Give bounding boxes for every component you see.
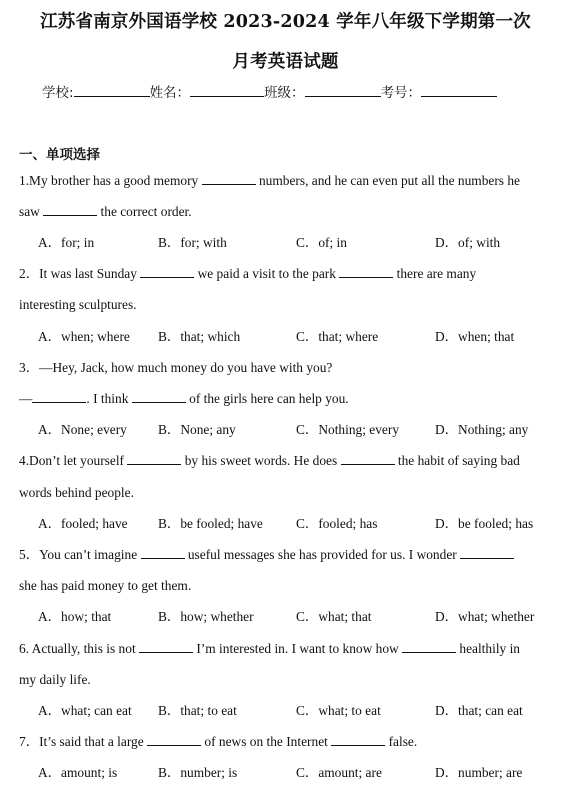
question-1-option-c[interactable]: C．of; in — [296, 235, 347, 250]
question-text: the habit of saying bad — [394, 453, 520, 468]
question-7-option-c[interactable]: C．amount; are — [296, 765, 382, 780]
question-text: my daily life. — [19, 672, 91, 687]
question-text: by his sweet words. He does — [181, 453, 341, 468]
answer-blank[interactable] — [202, 173, 256, 185]
question-3-line-1 — [19, 360, 554, 376]
question-5-line-1 — [19, 547, 554, 563]
question-4-line-1 — [19, 453, 554, 469]
question-3-option-b[interactable]: B．None; any — [158, 422, 236, 437]
question-6-line-1 — [19, 641, 554, 657]
question-text: of news on the Internet — [201, 734, 332, 749]
question-7-option-a[interactable]: A．amount; is — [38, 765, 118, 780]
question-text: 2．It was last Sunday — [19, 266, 141, 281]
number-field[interactable] — [421, 84, 497, 97]
class-field[interactable] — [305, 84, 381, 97]
question-2-option-d[interactable]: D．when; that — [435, 329, 515, 344]
question-2-line-2 — [19, 297, 554, 313]
question-text: of the girls here can help you. — [185, 391, 349, 406]
question-6-option-c[interactable]: C．what; to eat — [296, 703, 381, 718]
question-text: saw — [19, 204, 44, 219]
exam-title-line-1: 江苏省南京外国语学校 2023-2024 学年八年级下学期第一次 — [40, 12, 531, 32]
question-1-option-b[interactable]: B．for; with — [158, 235, 227, 250]
student-info-row — [42, 81, 497, 101]
answer-blank[interactable] — [43, 204, 97, 216]
question-text: we paid a visit to the park — [194, 266, 340, 281]
answer-blank[interactable] — [132, 391, 186, 403]
question-text: the correct order. — [97, 204, 192, 219]
question-text: 1.My brother has a good memory — [19, 173, 202, 188]
answer-blank[interactable] — [140, 266, 194, 278]
question-7-line-1 — [19, 734, 554, 750]
question-6-option-b[interactable]: B．that; to eat — [158, 703, 237, 718]
answer-blank[interactable] — [139, 641, 193, 653]
question-6-option-d[interactable]: D．that; can eat — [435, 703, 523, 718]
answer-blank[interactable] — [127, 453, 181, 465]
question-text: there are many — [393, 266, 477, 281]
answer-blank[interactable] — [460, 547, 514, 559]
question-2-line-1 — [19, 266, 554, 282]
question-text: — — [19, 391, 33, 406]
question-4-option-b[interactable]: B．be fooled; have — [158, 516, 263, 531]
question-text: 3．—Hey, Jack, how much money do you have with you? — [19, 360, 333, 375]
name-field[interactable] — [190, 84, 264, 97]
question-2-option-b[interactable]: B．that; which — [158, 329, 241, 344]
exam-title-line-2: 月考英语试题 — [232, 52, 339, 72]
question-3-option-c[interactable]: C．Nothing; every — [296, 422, 400, 437]
answer-blank[interactable] — [339, 266, 393, 278]
question-text: healthily in — [456, 641, 520, 656]
question-2-option-a[interactable]: A．when; where — [38, 329, 130, 344]
answer-blank[interactable] — [147, 734, 201, 746]
question-text: false. — [385, 734, 418, 749]
question-1-line-2 — [19, 204, 554, 220]
section-heading: 一、单项选择 — [19, 147, 100, 163]
question-5-option-a[interactable]: A．how; that — [38, 609, 112, 624]
question-6-line-2 — [19, 672, 554, 688]
answer-blank[interactable] — [341, 453, 395, 465]
question-6-option-a[interactable]: A．what; can eat — [38, 703, 132, 718]
question-text: interesting sculptures. — [19, 297, 137, 312]
school-label: 学校: — [42, 85, 74, 101]
question-1-option-a[interactable]: A．for; in — [38, 235, 95, 250]
question-text: 6. Actually, this is not — [19, 641, 140, 656]
question-text: I’m interested in. I want to know how — [193, 641, 403, 656]
answer-blank[interactable] — [141, 547, 185, 559]
class-label: 班级： — [264, 85, 305, 101]
question-5-line-2 — [19, 578, 554, 594]
question-text: she has paid money to get them. — [19, 578, 192, 593]
name-label: 姓名： — [149, 85, 191, 101]
question-text: useful messages she has provided for us. I wonder — [184, 547, 461, 562]
question-4-option-d[interactable]: D．be fooled; has — [435, 516, 534, 531]
question-text: 7．It’s said that a large — [19, 734, 148, 749]
question-text: numbers, and he can even put all the numbers he — [255, 173, 520, 188]
answer-blank[interactable] — [32, 391, 86, 403]
question-3-option-d[interactable]: D．Nothing; any — [435, 422, 529, 437]
question-4-option-c[interactable]: C．fooled; has — [296, 516, 378, 531]
question-7-option-b[interactable]: B．number; is — [158, 765, 238, 780]
question-text: 5．You can’t imagine — [19, 547, 141, 562]
question-2-option-c[interactable]: C．that; where — [296, 329, 379, 344]
question-4-option-a[interactable]: A．fooled; have — [38, 516, 128, 531]
question-1-option-d[interactable]: D．of; with — [435, 235, 501, 250]
answer-blank[interactable] — [402, 641, 456, 653]
question-3-line-2 — [19, 391, 554, 407]
school-field[interactable] — [74, 84, 150, 97]
number-label: 考号： — [380, 85, 422, 101]
question-text: words behind people. — [19, 485, 134, 500]
question-3-option-a[interactable]: A．None; every — [38, 422, 127, 437]
question-1-line-1 — [19, 173, 554, 189]
question-5-option-d[interactable]: D．what; whether — [435, 609, 535, 624]
question-5-option-b[interactable]: B．how; whether — [158, 609, 254, 624]
question-4-line-2 — [19, 485, 554, 501]
question-7-option-d[interactable]: D．number; are — [435, 765, 523, 780]
question-5-option-c[interactable]: C．what; that — [296, 609, 372, 624]
question-text: 4.Don’t let yourself — [19, 453, 128, 468]
question-text: . I think — [86, 391, 132, 406]
answer-blank[interactable] — [331, 734, 385, 746]
